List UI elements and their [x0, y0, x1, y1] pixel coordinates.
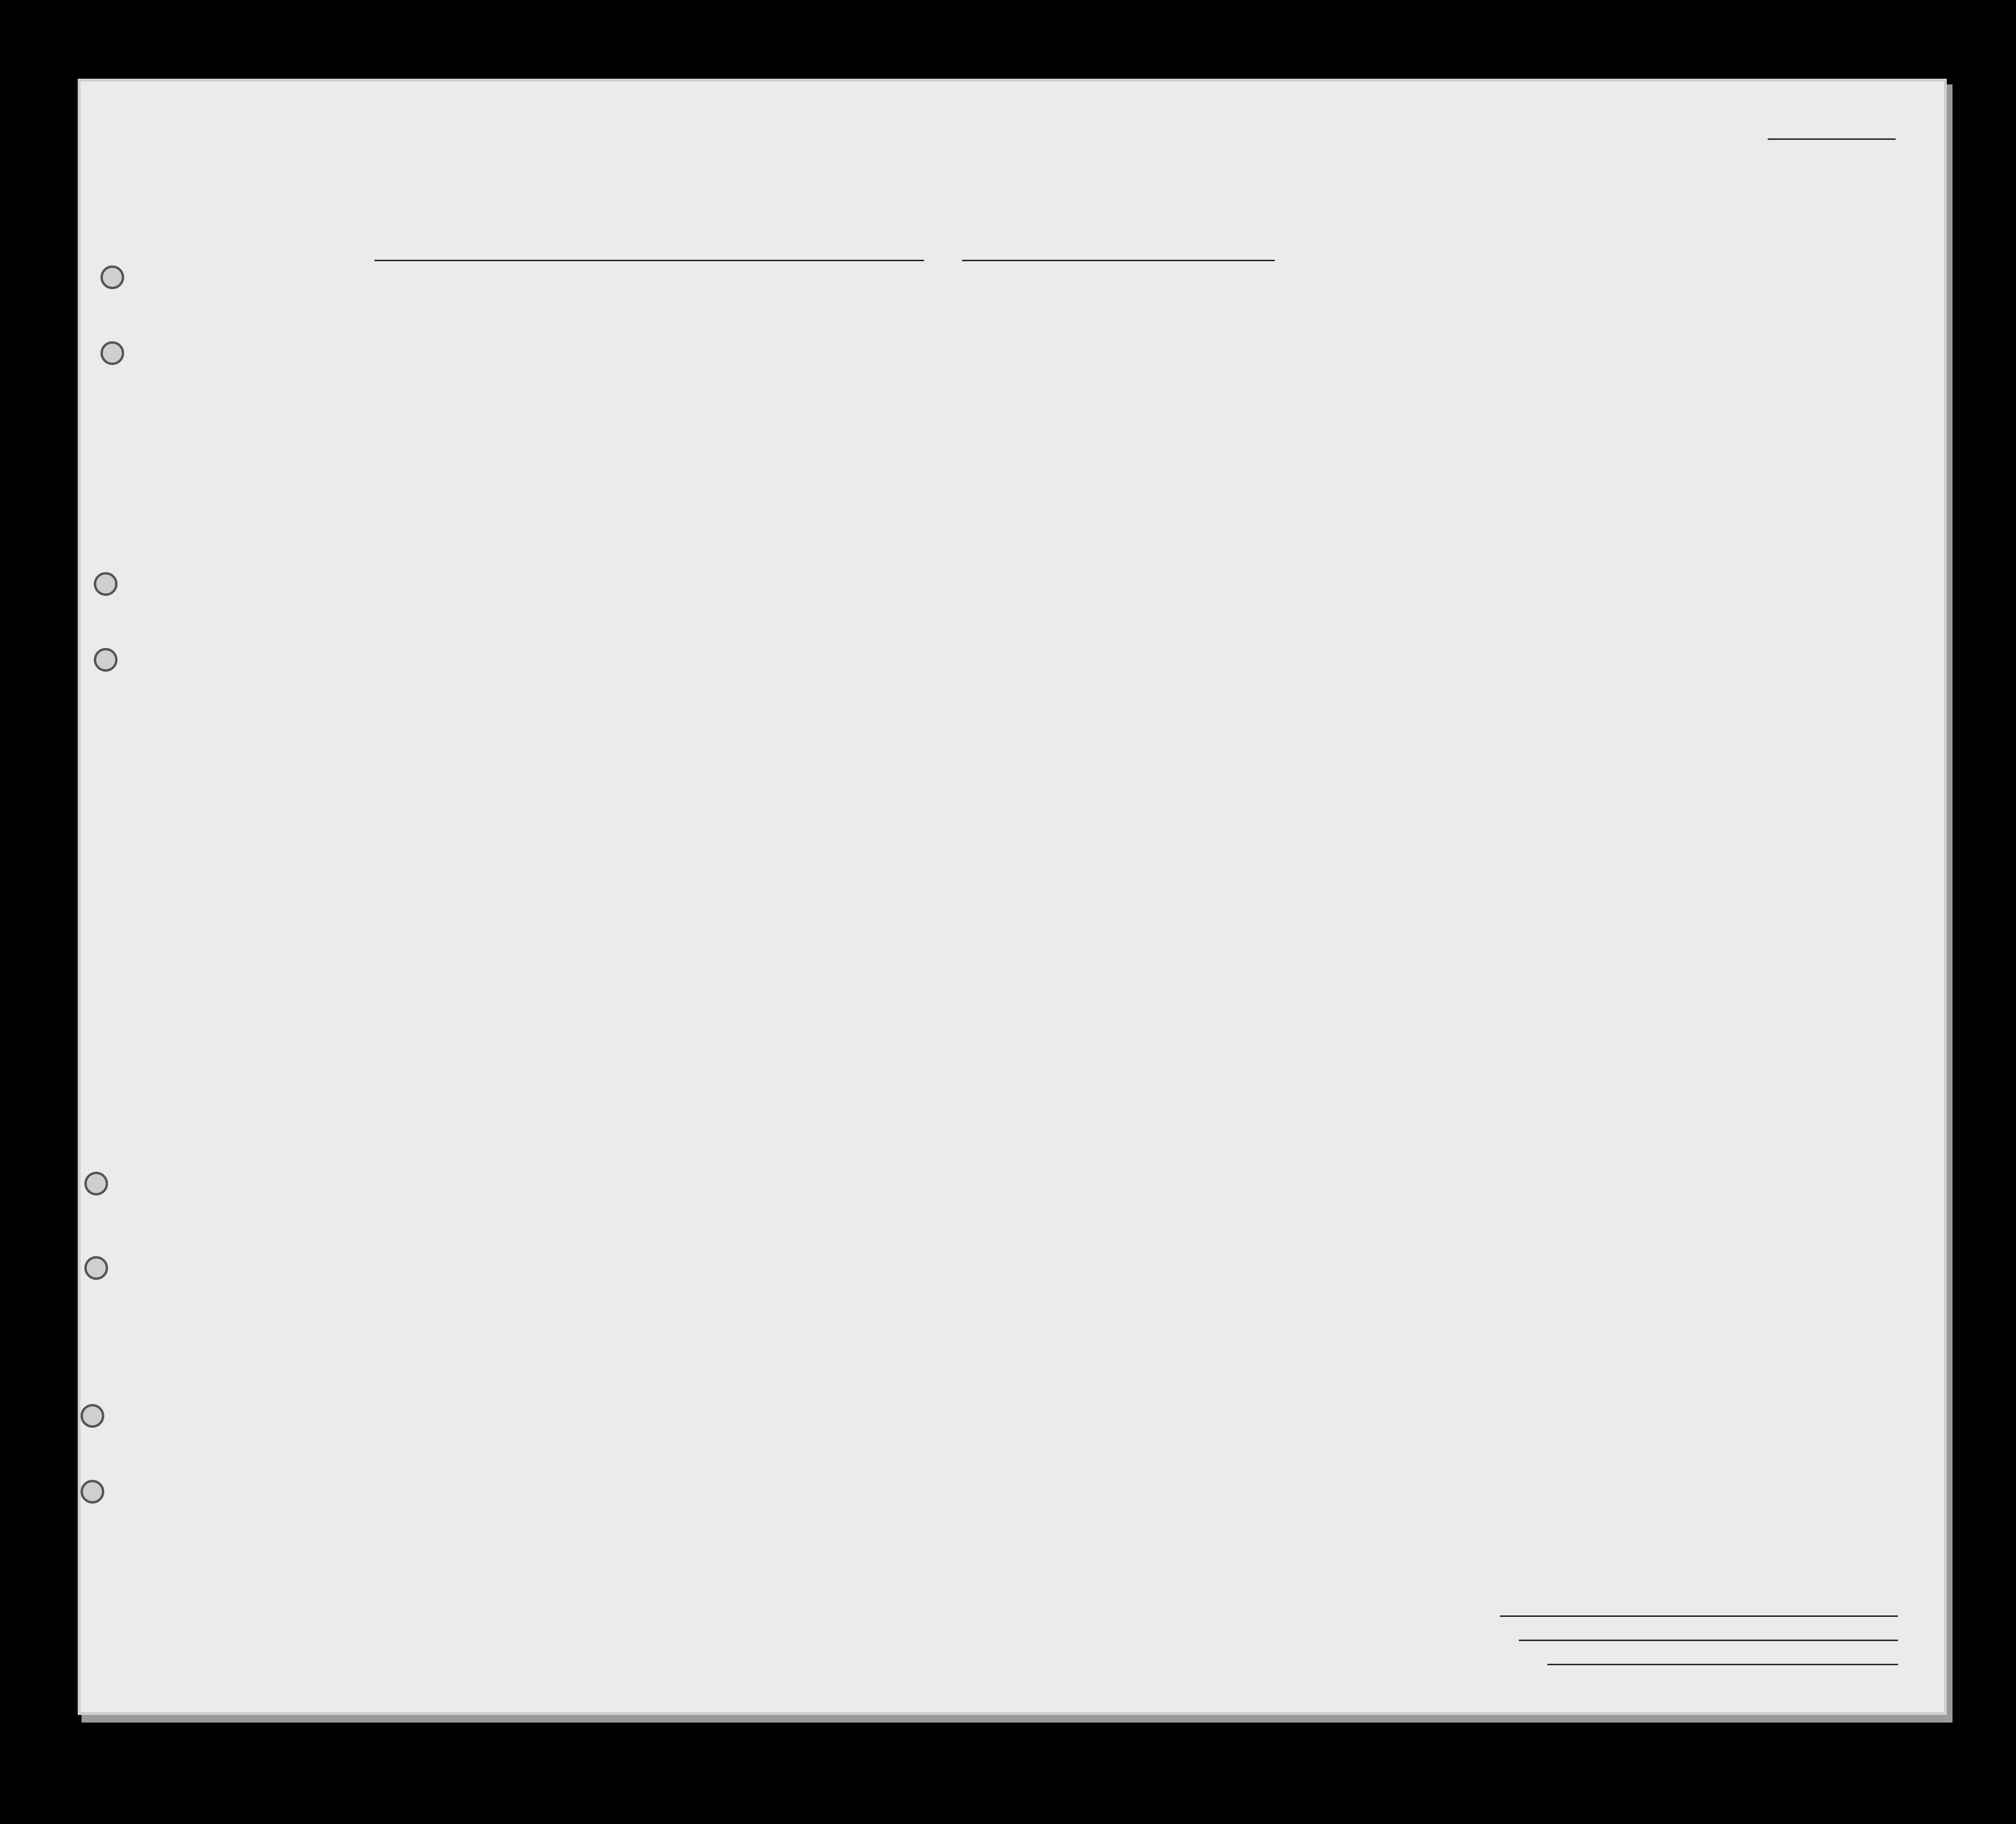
header-return-intent: [1174, 347, 1202, 449]
header-money: [731, 321, 754, 447]
line-underline: [1500, 1615, 1898, 1617]
header-arrested: [1471, 321, 1493, 449]
header-overthrow: [1352, 321, 1408, 449]
header-ticket: [602, 321, 630, 447]
header-feet: [1633, 390, 1647, 432]
header-labor-offer: [1411, 321, 1445, 449]
header-excluded: [1447, 321, 1469, 449]
manifest-sheet: [81, 82, 1944, 1712]
header-prison: [1263, 321, 1298, 449]
header-citizen-intent: [1234, 347, 1261, 449]
manifest-grid: [81, 82, 1944, 1712]
header-inches: [1656, 390, 1671, 432]
header-polygamist: [1302, 321, 1322, 449]
header-length-stay: [1205, 347, 1231, 449]
agents-underline: [1547, 1664, 1898, 1665]
header-anarchist: [1327, 321, 1347, 449]
owners-underline: [1519, 1640, 1898, 1641]
